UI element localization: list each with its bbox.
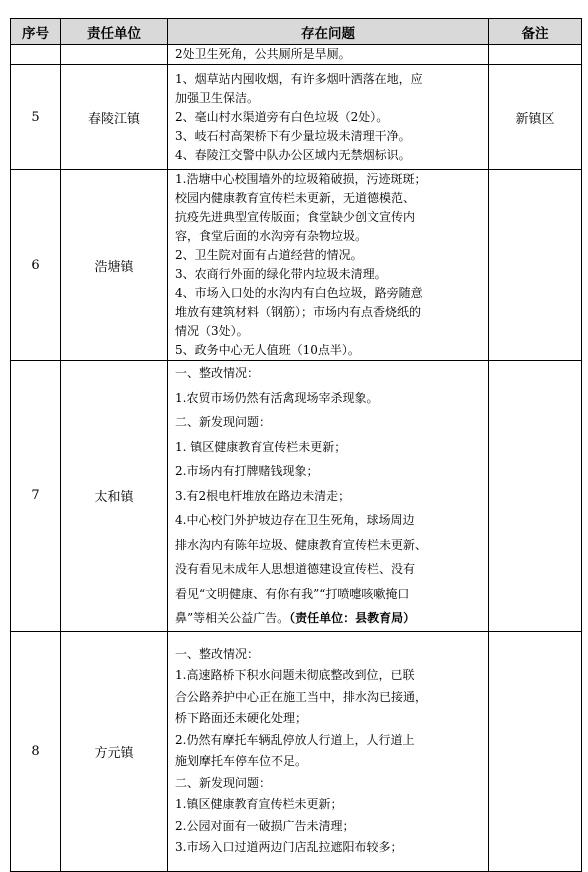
issue-line: 2、毫山村水渠道旁有白色垃圾（2处）。 [175, 109, 389, 124]
issue-line: 看见“文明健康、有你有我”“打喷嚏咳嗽掩口 [175, 586, 410, 601]
row-index [11, 45, 61, 65]
issue-line: 3、岐石村高架桥下有少量垃圾未清理干净。 [175, 128, 411, 143]
row-issues [168, 45, 489, 65]
issue-line: 3.有2根电杆堆放在路边未清走； [175, 488, 351, 503]
issue-line: 2、卫生院对面有占道经营的情况。 [175, 248, 363, 262]
row-note [489, 361, 582, 632]
header-note: 备注 [489, 19, 582, 45]
table-row [11, 45, 582, 65]
inspection-table [10, 18, 582, 872]
row-unit: 太和镇 [61, 361, 168, 632]
row-note: 新镇区 [489, 65, 582, 170]
header-issues: 存在问题 [168, 19, 489, 45]
issue-line [175, 606, 483, 631]
table-header-row [11, 19, 582, 45]
issue-line: 排水沟内有陈年垃圾、健康教育宣传栏未更新、 [175, 537, 428, 552]
issue-line: 2.仍然有摩托车辆乱停放人行道上，人行道上 [175, 732, 415, 747]
issue-line: 4、春陵江交警中队办公区域内无禁烟标识。 [175, 147, 411, 162]
issue-line: 一、整改情况： [175, 366, 260, 380]
issue-line: 2.市场内有打牌赌钱现象； [175, 464, 319, 478]
table-row [11, 361, 582, 632]
issue-line: 2处卫生死角，公共厕所是旱厕。 [175, 47, 351, 61]
issue-line-text: 鼻”等相关公益广告。 [175, 611, 290, 625]
issue-line: 5、政务中心无人值班（10点半）。 [175, 343, 360, 357]
issue-line: 施划摩托车停车位不足。 [175, 754, 308, 768]
issue-line: 一、整改情况： [175, 646, 260, 661]
row-issues [168, 361, 489, 632]
issue-line: 二、新发现问题： [175, 775, 272, 790]
issue-line: 3、农商行外面的绿化带内垃圾未清理。 [175, 267, 387, 281]
issue-line: 4、市场入口处的水沟内有白色垃圾，路旁随意 [175, 286, 423, 300]
issue-line: 4.中心校门外护坡边存在卫生死角，球场周边 [175, 513, 415, 527]
table-row [11, 631, 582, 871]
issue-line: 1、烟草站内囤收烟，有许多烟叶洒落在地，应 [175, 71, 423, 86]
row-unit: 春陵江镇 [61, 65, 168, 170]
issue-line: 二、新发现问题： [175, 415, 272, 429]
row-index: 6 [11, 170, 61, 361]
issue-line: 情况（3处）。 [175, 324, 249, 338]
row-note [489, 45, 582, 65]
issue-line: 容，食堂后面的水沟旁有杂物垃圾。 [175, 229, 368, 243]
issue-line: 加强卫生保洁。 [175, 90, 260, 105]
row-unit [61, 45, 168, 65]
row-note [489, 170, 582, 361]
row-note [489, 631, 582, 871]
table-row [11, 170, 582, 361]
row-issues [168, 170, 489, 361]
header-index: 序号 [11, 19, 61, 45]
issue-line: 1. 镇区健康教育宣传栏未更新； [175, 439, 347, 454]
issue-line: 没有看见未成年人思想道德建设宣传栏、没有 [175, 562, 416, 576]
header-unit: 责任单位 [61, 19, 168, 45]
row-unit: 浩塘镇 [61, 170, 168, 361]
issue-line: 1.浩塘中心校围墙外的垃圾箱破损，污迹斑斑； [175, 172, 427, 186]
issue-line: 1.镇区健康教育宣传栏未更新； [175, 797, 343, 811]
row-unit: 方元镇 [61, 631, 168, 871]
row-index: 8 [11, 631, 61, 871]
table-row [11, 65, 582, 170]
issue-line: 合公路养护中心正在施工当中，排水沟已接通， [175, 689, 428, 704]
issue-line: 2.公园对面有一破损广告未清理； [175, 818, 355, 833]
issue-line: 1.高速路桥下积水问题未彻底整改到位，已联 [175, 668, 415, 682]
issue-line: 3.市场入口过道两边门店乱拉遮阳布较多； [175, 840, 403, 854]
row-index: 7 [11, 361, 61, 632]
issue-line: 堆放有建筑材料（钢筋）；市场内有点香烧纸的 [175, 305, 422, 319]
row-issues [168, 631, 489, 871]
issue-line: 抗疫先进典型宣传版面；食堂缺少创文宣传内 [175, 210, 416, 224]
row-issues [168, 65, 489, 170]
row-index: 5 [11, 65, 61, 170]
issue-line: 1.农贸市场仍然有活禽现场宰杀现象。 [175, 390, 379, 405]
issue-line: 桥下路面还未硬化处理； [175, 711, 308, 725]
issue-line: 校园内健康教育宣传栏未更新，无道德模范、 [175, 191, 416, 205]
responsible-unit-note: （责任单位：县教育局） [289, 611, 416, 625]
